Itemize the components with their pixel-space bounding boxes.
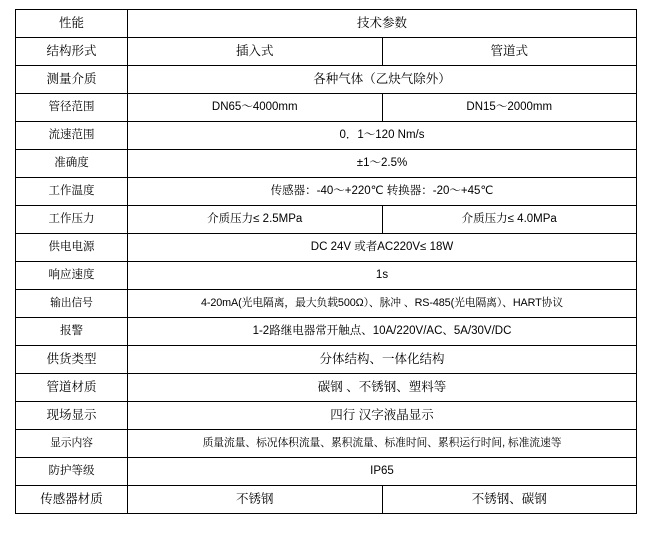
table-row [16,402,637,430]
row-label-cell: 流速范围 [16,122,128,150]
table-row [16,94,637,122]
table-row [16,234,637,262]
table-row [16,374,637,402]
row-value-left-cell: DN65～4000mm [128,94,383,122]
row-label-cell: 报警 [16,318,128,346]
row-value-right-cell: 不锈钢、碳钢 [382,486,637,514]
specification-table [15,9,637,514]
row-value-cell: 传感器：-40～+220℃ 转换器：-20～+45℃ [128,178,637,206]
row-label-cell: 准确度 [16,150,128,178]
table-row [16,486,637,514]
row-value-cell: 1s [128,262,637,290]
table-row [16,458,637,486]
row-value-right-cell: 介质压力≤ 4.0MPa [382,206,637,234]
table-row [16,122,637,150]
table-row [16,38,637,66]
row-value-cell: 四行 汉字液晶显示 [128,402,637,430]
table-row [16,150,637,178]
table-row [16,262,637,290]
row-value-cell: 各种气体（乙炔气除外） [128,66,637,94]
table-header-row [16,10,637,38]
row-label-cell: 供货类型 [16,346,128,374]
row-label-cell: 工作压力 [16,206,128,234]
table-row [16,206,637,234]
row-value-cell: 0．1～120 Nm/s [128,122,637,150]
row-label-cell: 工作温度 [16,178,128,206]
table-row [16,66,637,94]
table-row [16,178,637,206]
row-label-cell: 传感器材质 [16,486,128,514]
row-value-cell: 1-2路继电器常开触点、10A/220V/AC、5A/30V/DC [128,318,637,346]
table-row [16,290,637,318]
row-label-cell: 供电电源 [16,234,128,262]
table-row [16,430,637,458]
header-label-cell: 性能 [16,10,128,38]
row-value-cell: IP65 [128,458,637,486]
row-label-cell: 现场显示 [16,402,128,430]
row-label-cell: 管道材质 [16,374,128,402]
table-body [16,10,637,514]
row-label-cell: 输出信号 [16,290,128,318]
table-row [16,346,637,374]
header-value-cell: 技术参数 [128,10,637,38]
row-value-cell: 4-20mA(光电隔离，最大负载500Ω）、脉冲 、RS-485(光电隔离）、HART协议 [128,290,637,318]
table-row [16,318,637,346]
row-value-left-cell: 插入式 [128,38,383,66]
row-value-cell: 分体结构、一体化结构 [128,346,637,374]
row-value-cell: 质量流量、标况体积流量、累积流量、标准时间、累积运行时间, 标准流速等 [128,430,637,458]
row-value-cell: DC 24V 或者AC220V≤ 18W [128,234,637,262]
row-value-left-cell: 介质压力≤ 2.5MPa [128,206,383,234]
row-label-cell: 管径范围 [16,94,128,122]
row-value-right-cell: DN15～2000mm [382,94,637,122]
row-label-cell: 防护等级 [16,458,128,486]
row-value-right-cell: 管道式 [382,38,637,66]
row-label-cell: 测量介质 [16,66,128,94]
row-label-cell: 结构形式 [16,38,128,66]
row-value-cell: ±1～2.5% [128,150,637,178]
row-value-left-cell: 不锈钢 [128,486,383,514]
row-label-cell: 响应速度 [16,262,128,290]
row-value-cell: 碳钢 、不锈钢、塑料等 [128,374,637,402]
row-label-cell: 显示内容 [16,430,128,458]
